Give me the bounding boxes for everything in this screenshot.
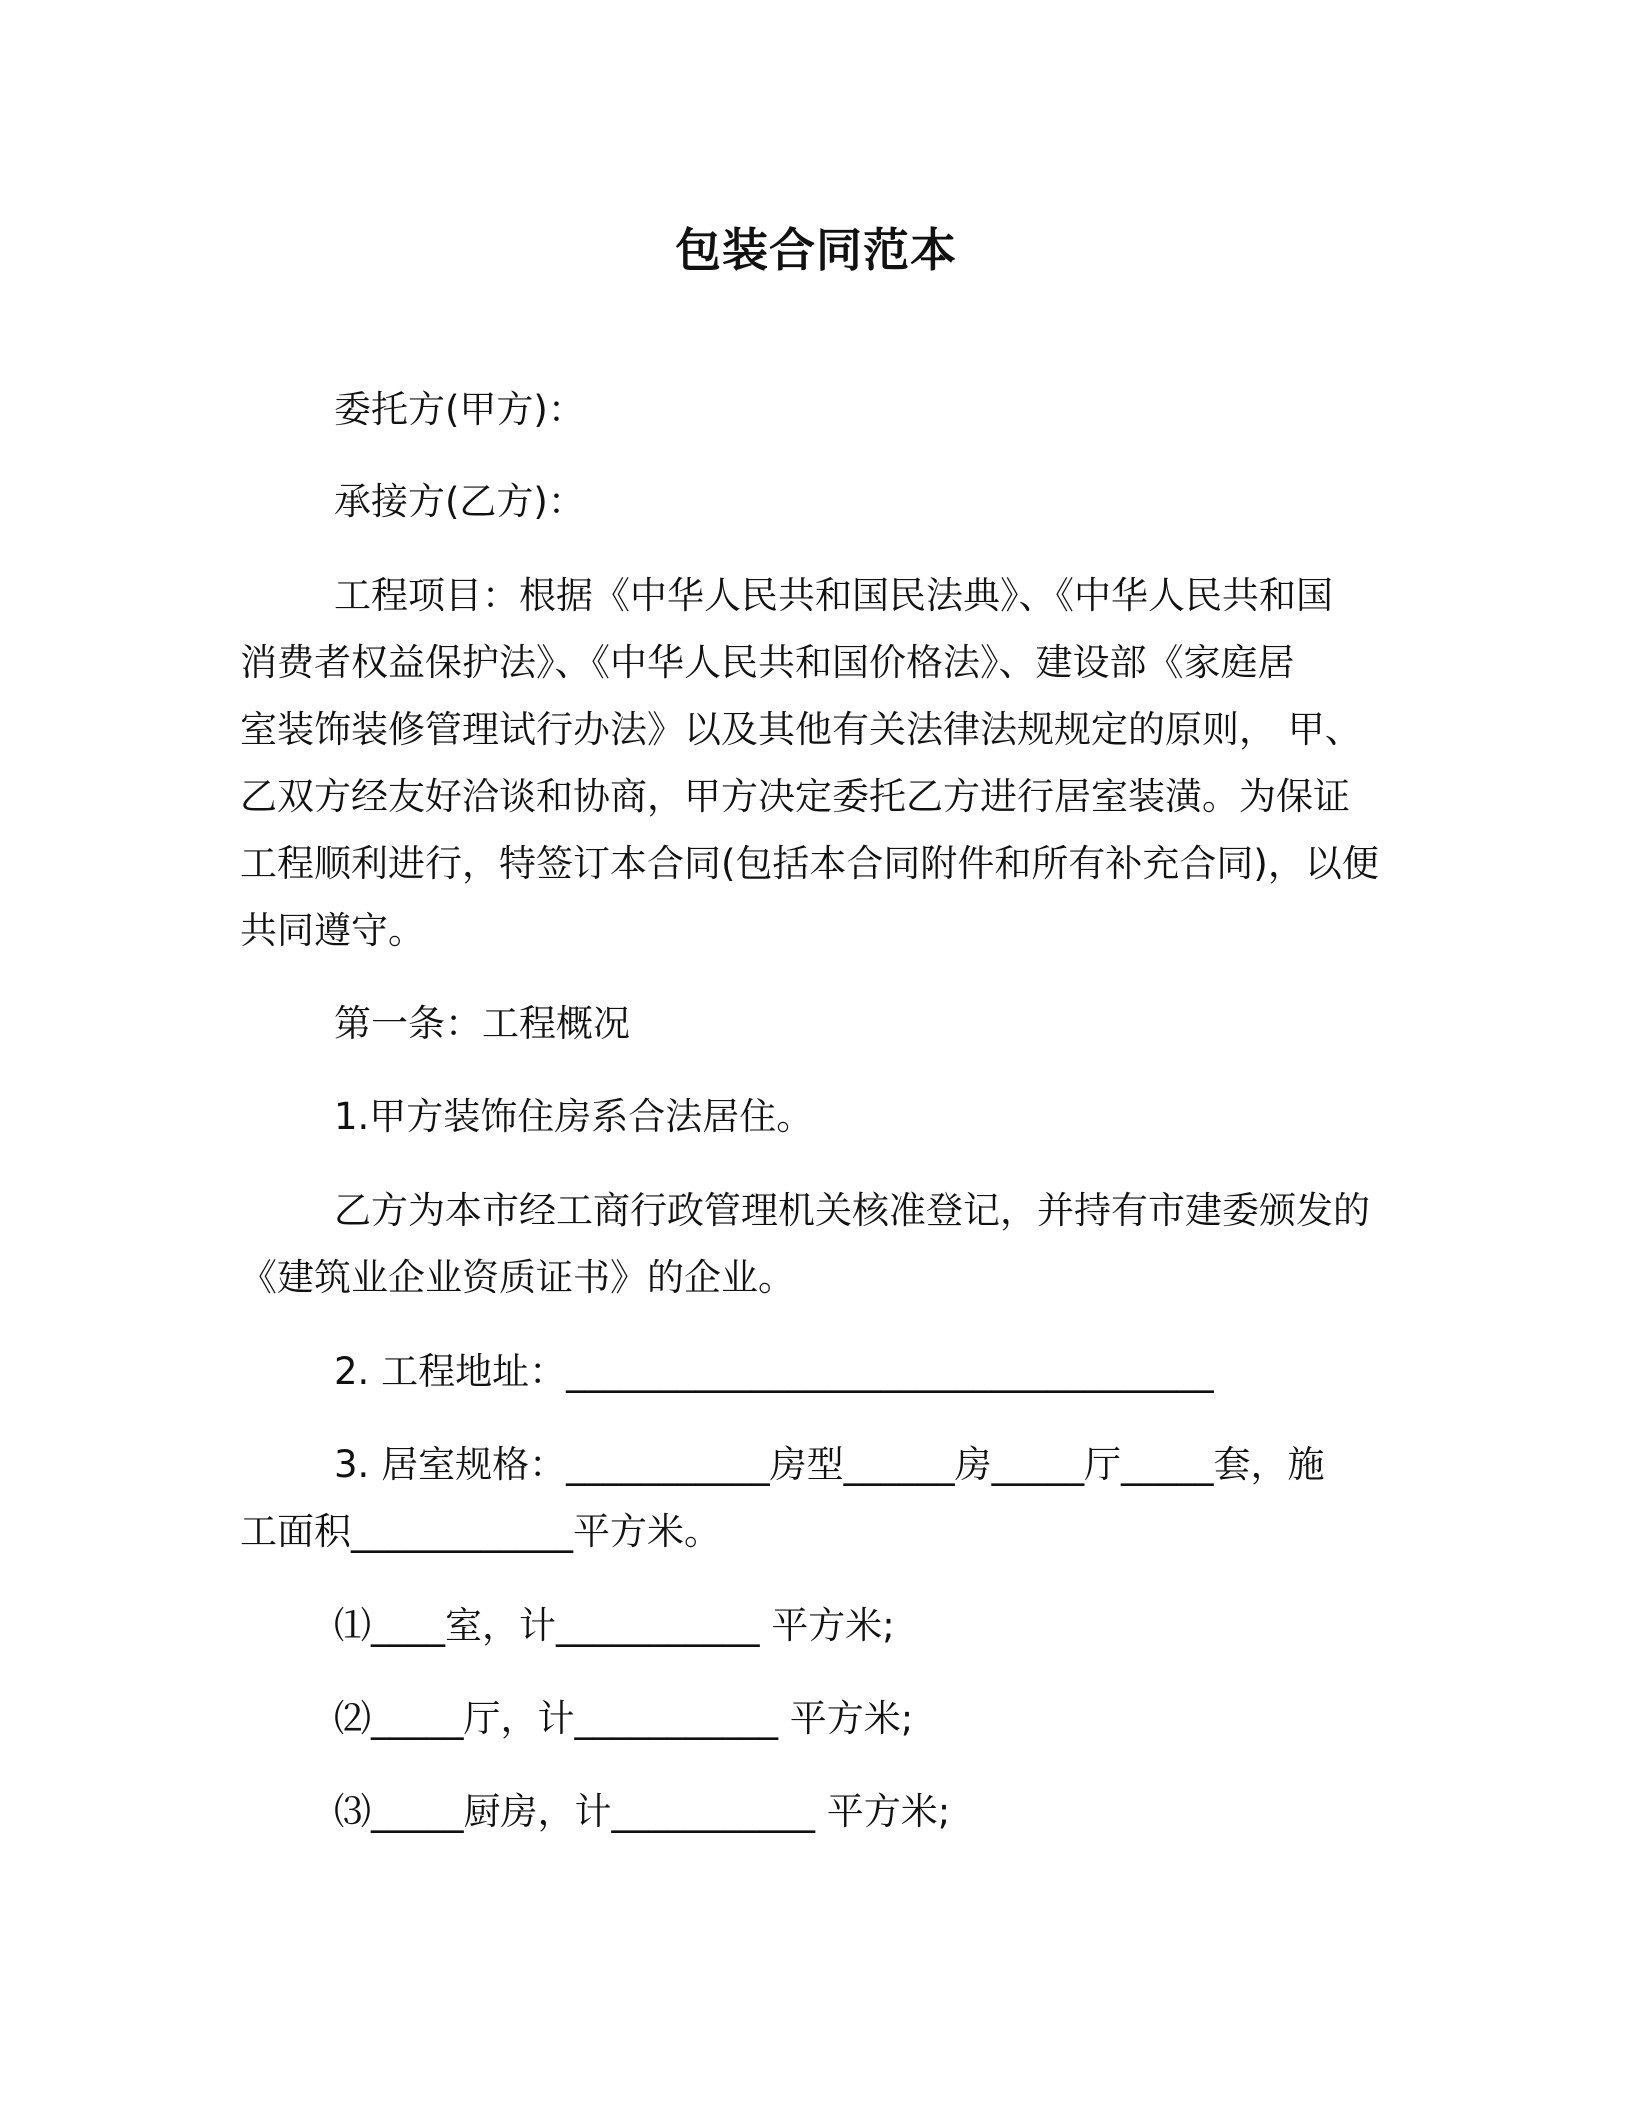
item-1-detail-line-1: 乙方为本市经工商行政管理机关核准登记，并持有市建委颁发的 — [334, 1189, 1370, 1232]
party-a-line — [240, 376, 1392, 443]
item-2-address: 2. 工程地址：___________________________________ — [334, 1350, 1214, 1393]
sub-item-1: ⑴____室，计___________ 平方米; — [334, 1604, 895, 1647]
sub-item-3: ⑶_____厨房，计___________ 平方米; — [334, 1790, 951, 1833]
intro-line-3: 室装饰装修管理试行办法》以及其他有关法律法规规定的原则， 甲、 — [240, 708, 1362, 751]
item-3-line-2: 工面积____________平方米。 — [240, 1510, 721, 1553]
item-3-line-1: 3. 居室规格：___________房型______房_____厅_____套，施 — [334, 1443, 1325, 1486]
intro-line-4: 乙双方经友好洽谈和协商，甲方决定委托乙方进行居室装潢。为保证 — [240, 775, 1350, 818]
party-b-label: 承接方(乙方)： — [334, 480, 585, 523]
document-title: 包装合同范本 — [675, 223, 957, 277]
item-1: 1.甲方装饰住房系合法居住。 — [334, 1095, 814, 1138]
item-1-detail-line-2: 《建筑业企业资质证书》的企业。 — [240, 1256, 795, 1299]
sub-item-2: ⑵_____厅，计___________ 平方米; — [334, 1697, 914, 1740]
party-a-label: 委托方(甲方)： — [334, 388, 585, 431]
intro-line-2: 消费者权益保护法》、《中华人民共和国价格法》、建设部《家庭居 — [240, 641, 1295, 684]
party-b-line — [240, 468, 1392, 535]
article1-heading: 第一条：工程概况 — [334, 1002, 630, 1045]
intro-line-1: 工程项目：根据《中华人民共和国民法典》、《中华人民共和国 — [334, 574, 1333, 617]
intro-line-5: 工程顺利进行，特签订本合同(包括本合同附件和所有补充合同)，以便 — [240, 842, 1379, 885]
intro-line-6: 共同遵守。 — [240, 909, 425, 952]
